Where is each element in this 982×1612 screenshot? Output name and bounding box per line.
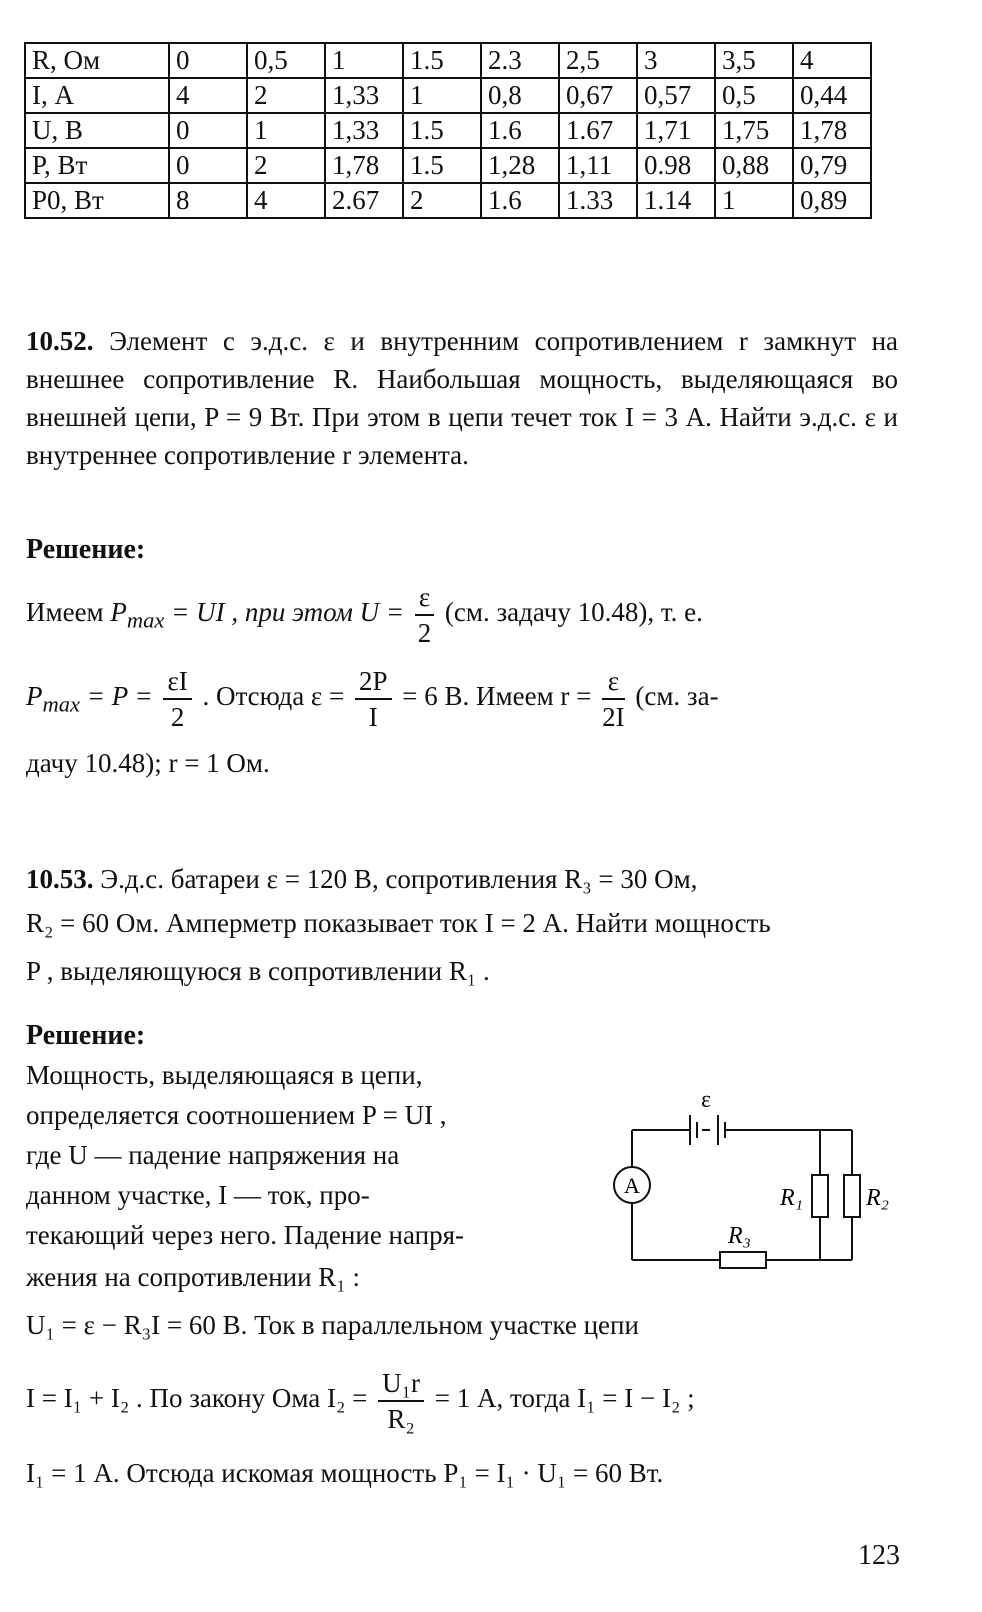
table-cell: 0 [169,43,247,78]
table-cell: 0,8 [481,78,559,113]
table-cell: 4 [169,78,247,113]
problem-number: 10.53. [26,864,94,894]
solution-10-53-line-5: текающий через него. Падение напря- [26,1220,464,1250]
row-header: P0, Вт [25,183,169,218]
solution-10-53-line-8: I = I₁ + I₂ . По закону Ома I₂ = $\frac{\text{U₁r}}{\text{R₂}}$ = 1 А, тогда I₁ = I − I₂ ; [26,1368,695,1434]
table-cell: 0,5 [247,43,325,78]
table-cell: 0 [169,148,247,183]
fraction: $\frac{2P}{I}$ [355,664,392,734]
r2-label: R₂ [866,1185,890,1211]
problem-text: Элемент с э.д.с. ε и внутренним сопротивлением r замкнут на внешнее сопротивление R. Наибольшая мощность, выделяющаяся во внешней цепи, P = 9 Вт. При этом в цепи течет ток I = 3 А. Найти э.д.с. ε и внутреннее сопротивление r элемента. [26,326,899,470]
table-cell: 2,5 [559,43,637,78]
row-header: I, А [25,78,169,113]
table-cell: 1,71 [637,113,715,148]
table-cell: 1,78 [793,113,871,148]
table-row [25,43,871,78]
problem-10-53-line-1: 10.53. Э.д.с. батареи ε = 120 В, сопротивления R₃ = 30 Ом, [26,864,698,894]
table-cell: 1.67 [559,113,637,148]
table-cell: 1,78 [325,148,403,183]
table-cell: 2 [403,183,481,218]
solution-10-52-line-3: дачу 10.48); r = 1 Ом. [26,748,270,778]
table-cell: 4 [793,43,871,78]
table-cell: 1,75 [715,113,793,148]
problem-10-52 [26,322,898,474]
circuit-diagram [600,1085,910,1285]
table-cell: 1.6 [481,113,559,148]
table-cell: 2.67 [325,183,403,218]
table-row [25,148,871,183]
table-cell: 0,79 [793,148,871,183]
table-row [25,78,871,113]
table-cell: 1 [715,183,793,218]
table-cell: 4 [247,183,325,218]
r3-label: R₃ [728,1223,752,1249]
table-cell: 1 [403,78,481,113]
solution-label: Решение: [26,534,146,565]
table-cell: 1,33 [325,113,403,148]
table-cell: 0,57 [637,78,715,113]
emf-label: ε [700,1087,712,1113]
table-cell: 0,67 [559,78,637,113]
table-cell: 0 [169,113,247,148]
r1-label: R₁ [780,1185,804,1211]
table-cell: 2.3 [481,43,559,78]
table-cell: 1.5 [403,148,481,183]
table-cell: 0.98 [637,148,715,183]
page-number: 123 [858,1540,900,1571]
table-cell: 1 [247,113,325,148]
problem-10-53-line-3: P , выделяющуюся в сопротивлении R₁ . [26,956,490,986]
table-row [25,183,871,218]
fraction: $\frac{\text{U₁r}}{\text{R₂}}$ [378,1366,424,1436]
table-cell: 1.33 [559,183,637,218]
table-cell: 1 [325,43,403,78]
solution-10-53-line-3: где U — падение напряжения на [26,1140,400,1170]
fraction: $\frac{\varepsilon}{2}$ [415,580,434,650]
table-cell: 1.6 [481,183,559,218]
solution-10-53-line-2: определяется соотношением P = UI , [26,1100,447,1130]
table-cell: 2 [247,78,325,113]
table-cell: 1.5 [403,43,481,78]
table-cell: 8 [169,183,247,218]
table-cell: 0,44 [793,78,871,113]
table-cell: 1.5 [403,113,481,148]
table-row [25,113,871,148]
solution-10-53-line-9: I₁ = 1 А. Отсюда искомая мощность P₁ = I₁ · U₁ = 60 Вт. [26,1458,664,1488]
table-cell: 2 [247,148,325,183]
table-cell: 0,88 [715,148,793,183]
solution-label: Решение: [26,1020,146,1051]
fraction: $\frac{\varepsilon I}{2}$ [163,664,191,734]
solution-10-53-line-7: U₁ = ε − R₃I = 60 В. Ток в параллельном участке цепи [26,1310,639,1340]
problem-10-53-line-2: R₂ = 60 Ом. Амперметр показывает ток I = 2 А. Найти мощность [26,908,771,938]
solution-10-53-line-4: данном участке, I — ток, про- [26,1180,370,1210]
table-cell: 3 [637,43,715,78]
table-cell: 1,11 [559,148,637,183]
table-cell: 0,89 [793,183,871,218]
row-header: P, Вт [25,148,169,183]
table-cell: 1,28 [481,148,559,183]
solution-10-52-line-2: $P_{max} = P$ = $\frac{\varepsilon I}{2}$ . Отсюда ε = $\frac{2P}{I}$ = 6 В. Имеем r = $\frac{\varepsilon}{2I}$ (см. за- [26,666,719,732]
ammeter-label: A [624,1173,640,1198]
table-cell: 1,33 [325,78,403,113]
table-cell: 0,5 [715,78,793,113]
solution-10-53-line-6: жения на сопротивлении R₁ : [26,1262,360,1292]
table-cell: 1.14 [637,183,715,218]
row-header: R, Ом [25,43,169,78]
table-cell: 3,5 [715,43,793,78]
problem-number: 10.52. [26,326,94,356]
data-table [24,42,872,219]
solution-10-53-line-1: Мощность, выделяющаяся в цепи, [26,1060,423,1090]
row-header: U, В [25,113,169,148]
solution-10-52-line-1: Имеем $P_{max}$ = UI , при этом U = $\frac{\varepsilon}{2}$ (см. задачу 10.48), т. е. [26,582,703,648]
fraction: $\frac{\varepsilon}{2I}$ [602,666,625,732]
